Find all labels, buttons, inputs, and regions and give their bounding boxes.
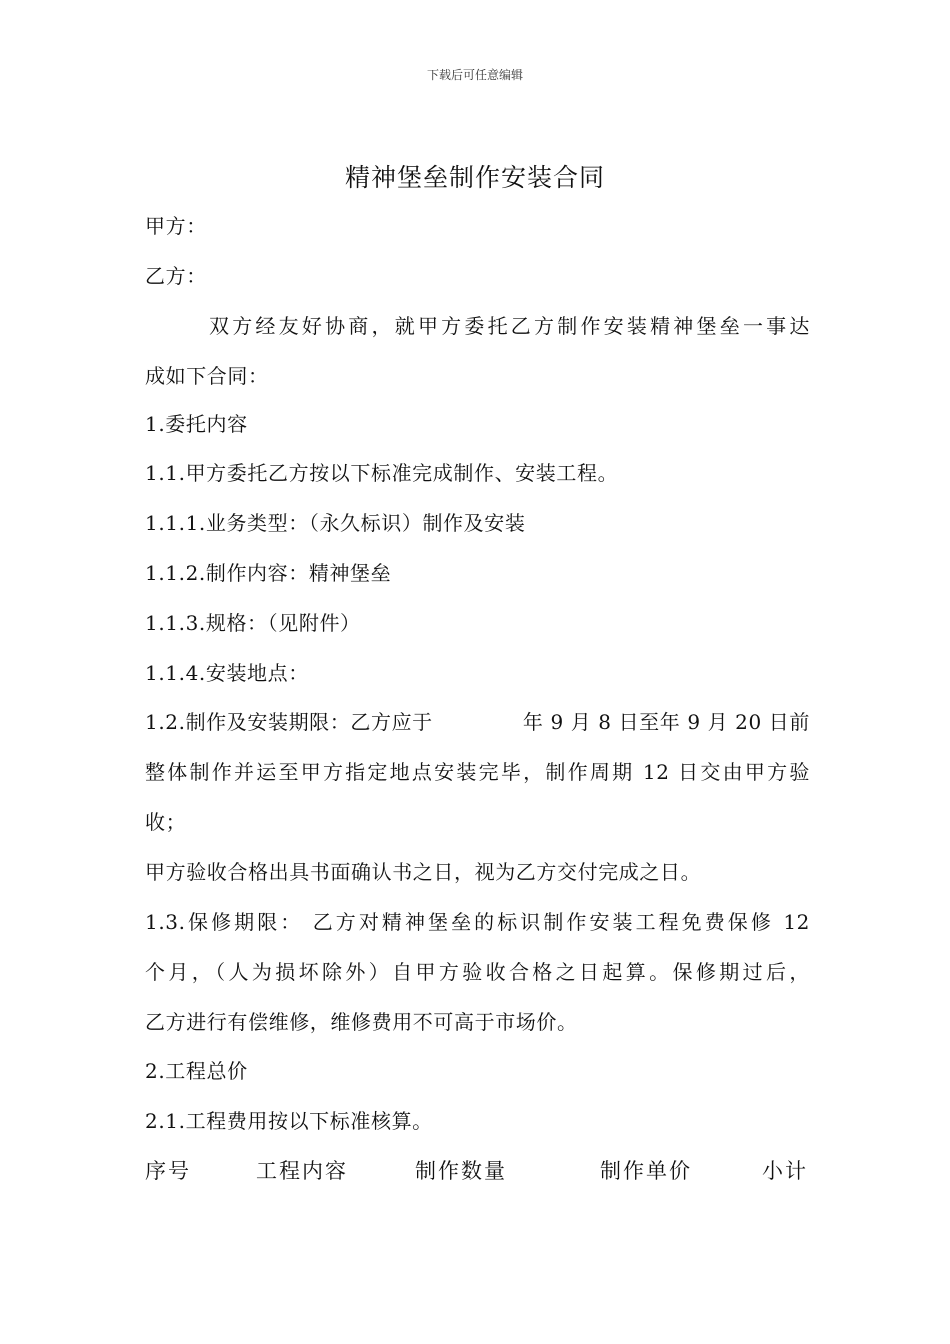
table-col-index: 序号 <box>145 1159 191 1183</box>
party-b-line: 乙方： <box>145 264 207 288</box>
clause-1-2-line-3: 收； <box>145 810 187 834</box>
clause-1-2-line-2: 整体制作并运至甲方指定地点安装完毕，制作周期 12 日交由甲方验 <box>145 760 810 784</box>
clause-1-2-line-1 <box>145 707 810 737</box>
party-a-line: 甲方： <box>145 214 207 238</box>
clause-1-1-2: 1.1.2.制作内容：精神堡垒 <box>145 561 392 585</box>
intro-line-1: 双方经友好协商，就甲方委托乙方制作安装精神堡垒一事达 <box>209 314 810 338</box>
document-title: 精神堡垒制作安装合同 <box>344 163 605 192</box>
section-1-heading: 1.委托内容 <box>145 412 248 436</box>
intro-line-2: 成如下合同： <box>145 364 269 388</box>
table-col-content: 工程内容 <box>256 1159 348 1183</box>
section-2-heading: 2.工程总价 <box>145 1059 248 1083</box>
clause-1-1: 1.1.甲方委托乙方按以下标准完成制作、安装工程。 <box>145 461 619 485</box>
table-col-quantity: 制作数量 <box>415 1159 507 1183</box>
clause-1-1-4: 1.1.4.安装地点： <box>145 661 309 685</box>
clause-1-2-part-b: 年 9 月 8 日至年 9 月 20 日前 <box>522 710 810 734</box>
clause-1-2-part-a: 1.2.制作及安装期限：乙方应于 <box>145 710 433 734</box>
clause-1-2-line-4: 甲方验收合格出具书面确认书之日，视为乙方交付完成之日。 <box>145 860 702 884</box>
clause-1-3-line-1: 1.3.保修期限： 乙方对精神堡垒的标识制作安装工程免费保修 12 <box>145 910 810 934</box>
header-note: 下载后可任意编辑 <box>426 68 523 82</box>
clause-1-1-3: 1.1.3.规格：（见附件） <box>145 611 361 635</box>
clause-1-3-line-3: 乙方进行有偿维修，维修费用不可高于市场价。 <box>145 1010 578 1034</box>
clause-2-1: 2.1.工程费用按以下标准核算。 <box>145 1109 433 1133</box>
clause-1-3-line-2: 个月，（人为损坏除外）自甲方验收合格之日起算。保修期过后， <box>145 960 810 984</box>
price-table-header <box>145 1155 810 1185</box>
table-col-unit-price: 制作单价 <box>600 1159 692 1183</box>
table-col-subtotal: 小计 <box>762 1159 808 1183</box>
clause-1-1-1: 1.1.1.业务类型：（永久标识）制作及安装 <box>145 511 526 535</box>
